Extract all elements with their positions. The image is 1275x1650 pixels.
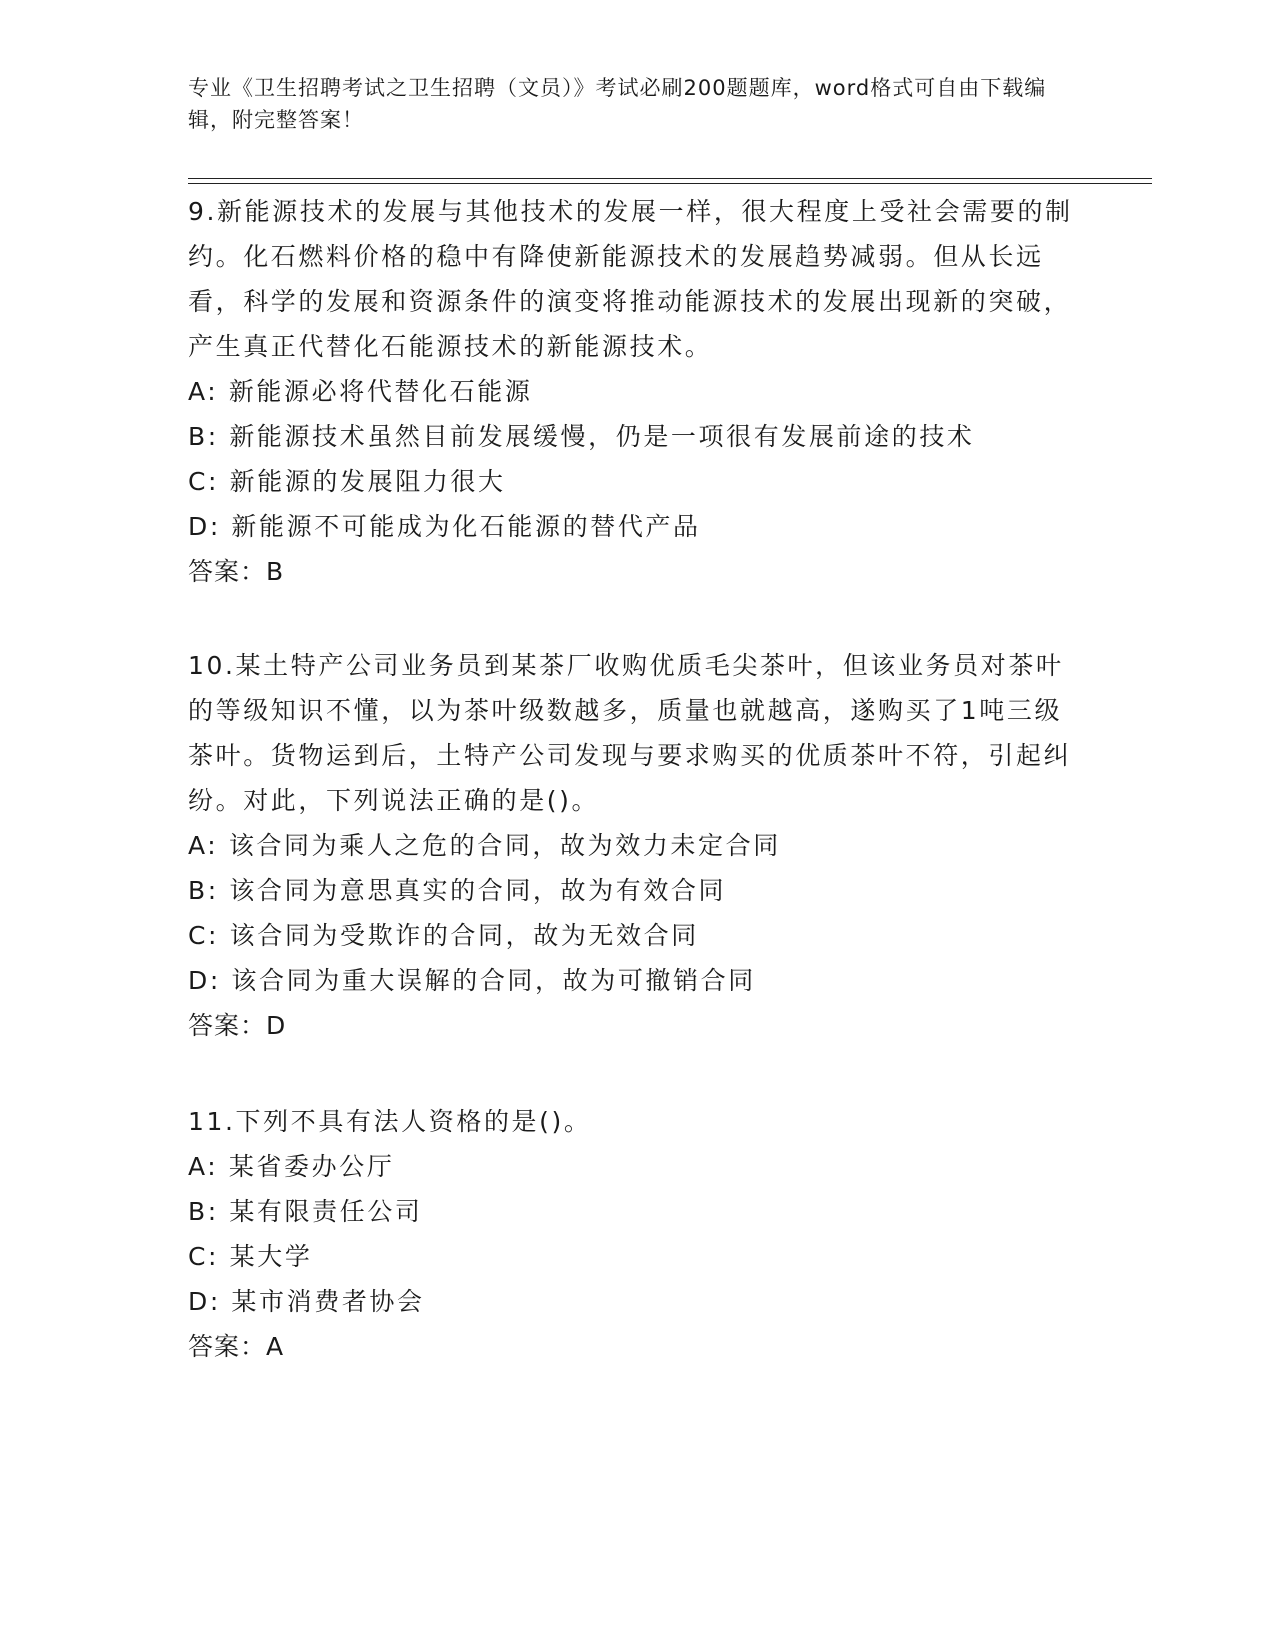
option-c: C: 某大学 (188, 1242, 313, 1271)
page-header: 专业《卫生招聘考试之卫生招聘（文员）》考试必刷200题题库，word格式可自由下载编辑，附完整答案！ (188, 76, 1047, 132)
option-a: A: 该合同为乘人之危的合同，故为效力未定合同 (188, 831, 781, 860)
answer: 答案：A (188, 1332, 285, 1361)
option-d: D: 该合同为重大误解的合同，故为可撤销合同 (188, 966, 756, 995)
question-stem: 11.下列不具有法人资格的是()。 (188, 1107, 592, 1136)
option-b: B: 该合同为意思真实的合同，故为有效合同 (188, 876, 727, 905)
question-stem: 9.新能源技术的发展与其他技术的发展一样，很大程度上受社会需要的制约。化石燃料价格的稳中有降使新能源技术的发展趋势减弱。但从长远看，科学的发展和资源条件的演变将推动能源技术的发展出现新的突破，产生真正代替化石能源技术的新能源技术。 (188, 197, 1073, 361)
answer: 答案：D (188, 1011, 287, 1040)
question-9 (188, 189, 1078, 594)
option-a: A: 某省委办公厅 (188, 1152, 395, 1181)
header-rule-bottom (188, 183, 1152, 184)
header-rule-top (188, 178, 1152, 179)
answer: 答案：B (188, 557, 285, 586)
question-stem: 10.某土特产公司业务员到某茶厂收购优质毛尖茶叶，但该业务员对茶叶的等级知识不懂，以为茶叶级数越多，质量也就越高，遂购买了1吨三级茶叶。货物运到后，土特产公司发现与要求购买的优质茶叶不符，引起纠纷。对此，下列说法正确的是()。 (188, 651, 1072, 815)
question-10 (188, 643, 1078, 1048)
option-b: B: 新能源技术虽然目前发展缓慢，仍是一项很有发展前途的技术 (188, 422, 975, 451)
option-c: C: 新能源的发展阻力很大 (188, 467, 506, 496)
option-a: A: 新能源必将代替化石能源 (188, 377, 533, 406)
option-c: C: 该合同为受欺诈的合同，故为无效合同 (188, 921, 699, 950)
option-d: D: 某市消费者协会 (188, 1287, 425, 1316)
question-11 (188, 1099, 1078, 1369)
option-d: D: 新能源不可能成为化石能源的替代产品 (188, 512, 701, 541)
option-b: B: 某有限责任公司 (188, 1197, 423, 1226)
